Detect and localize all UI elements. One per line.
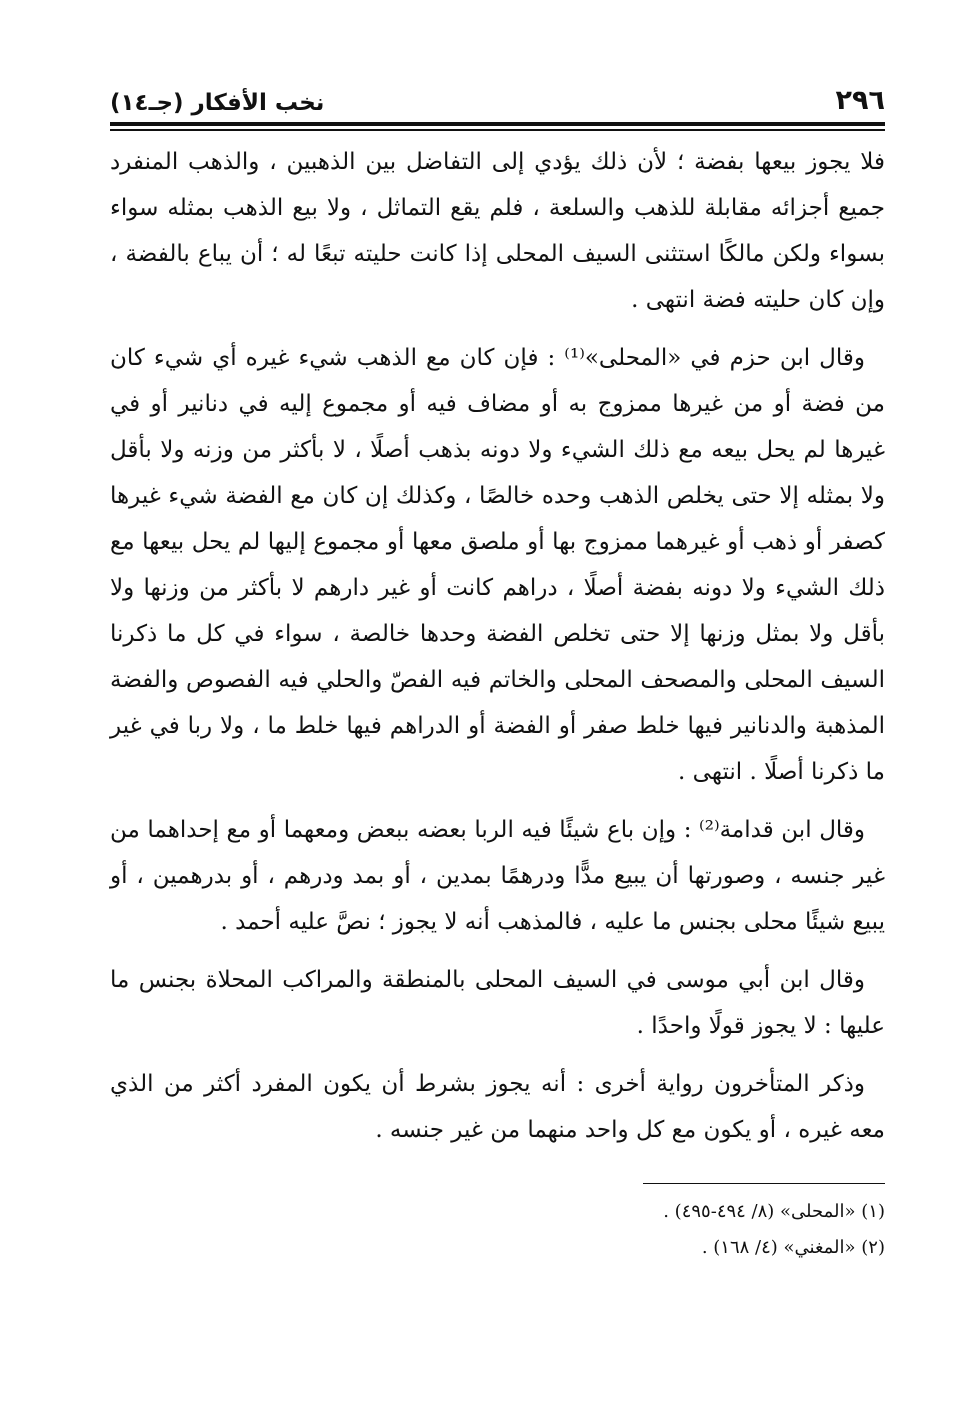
paragraph: وقال ابن أبي موسى في السيف المحلى بالمنطقة والمراكب المحلاة بجنس ما عليها : لا يجوز قولًا واحدًا . — [110, 966, 885, 1039]
book-page — [110, 70, 885, 1266]
footnote-separator — [643, 1183, 885, 1185]
body-text — [110, 139, 885, 1153]
paragraph: وذكر المتأخرون رواية أخرى : أنه يجوز بشرط أن يكون المفرد أكثر من الذي معه غيره ، أو يكون مع كل واحد منهما من غير جنسه . — [110, 1070, 885, 1143]
paragraph: وقال ابن حزم في «المحلى»⁽¹⁾ : فإن كان مع الذهب شيء غيره أي شيء كان من فضة أو من غيرها ممزوج به أو مضاف فيه أو مجموع إليه في دنانير أو في غيرها لم يحل بيعه مع ذلك الشيء ولا دونه بذهب أصلًا ، لا بأكثر من وزنه ولا بأقل ولا بمثله إلا حتى يخلص الذهب وحده خالصًا ، وكذلك إن كان مع الفضة شيء غيرها كصفر أو ذهب أو غيرهما ممزوج بها أو ملصق معها أو مجموع إليها لم يحل بيعها مع ذلك الشيء ولا دونه بفضة أصلًا ، دراهم كانت أو غير دارهم لا بأكثر من وزنها ولا بأقل ولا بمثل وزنها إلا حتى تخلص الفضة وحدها خالصة ، سواء في كل ما ذكرنا السيف المحلى والمصحف المحلى والخاتم فيه الفصّ والحلي فيه الفصوص والفضة المذهبة والدنانير فيها خلط صفر أو الفضة أو الدراهم فيها خلط ما ، ولا ربا في غير ما ذكرنا أصلًا . انتهى . — [110, 344, 885, 785]
footnote: (١) «المحلى» (٨/ ٤٩٤-٤٩٥) . — [663, 1201, 885, 1222]
page-header — [110, 70, 885, 116]
running-title: نخب الأفكار (جـ١٤) — [110, 90, 325, 116]
header-rule-thick — [110, 122, 885, 126]
header-rule-thin — [110, 129, 885, 131]
page-number: ٢٩٦ — [835, 85, 885, 116]
footnote: (٢) «المغني» (٤/ ١٦٨) . — [701, 1237, 885, 1258]
paragraph: فلا يجوز بيعها بفضة ؛ لأن ذلك يؤدي إلى التفاضل بين الذهبين ، والذهب المنفرد جميع أجزائه مقابلة للذهب والسلعة ، فلم يقع التماثل ، ولا بيع الذهب بمثله سواء بسواء ولكن مالكًا استثنى السيف المحلى إذا كانت حليته تبعًا له ؛ أن يباع بالفضة ، وإن كان حليته فضة انتهى . — [110, 148, 885, 313]
paragraph: وقال ابن قدامة⁽²⁾ : وإن باع شيئًا فيه الربا بعضه ببعض ومعهما أو مع إحداهما من غير جنسه ، وصورتها أن يبيع مدًّا ودرهمًا بمدين ، أو بمد ودرهم ، أو بدرهمين ، أو يبيع شيئًا محلى بجنس ما عليه ، فالمذهب أنه لا يجوز ؛ نصَّ عليه أحمد . — [110, 816, 885, 935]
